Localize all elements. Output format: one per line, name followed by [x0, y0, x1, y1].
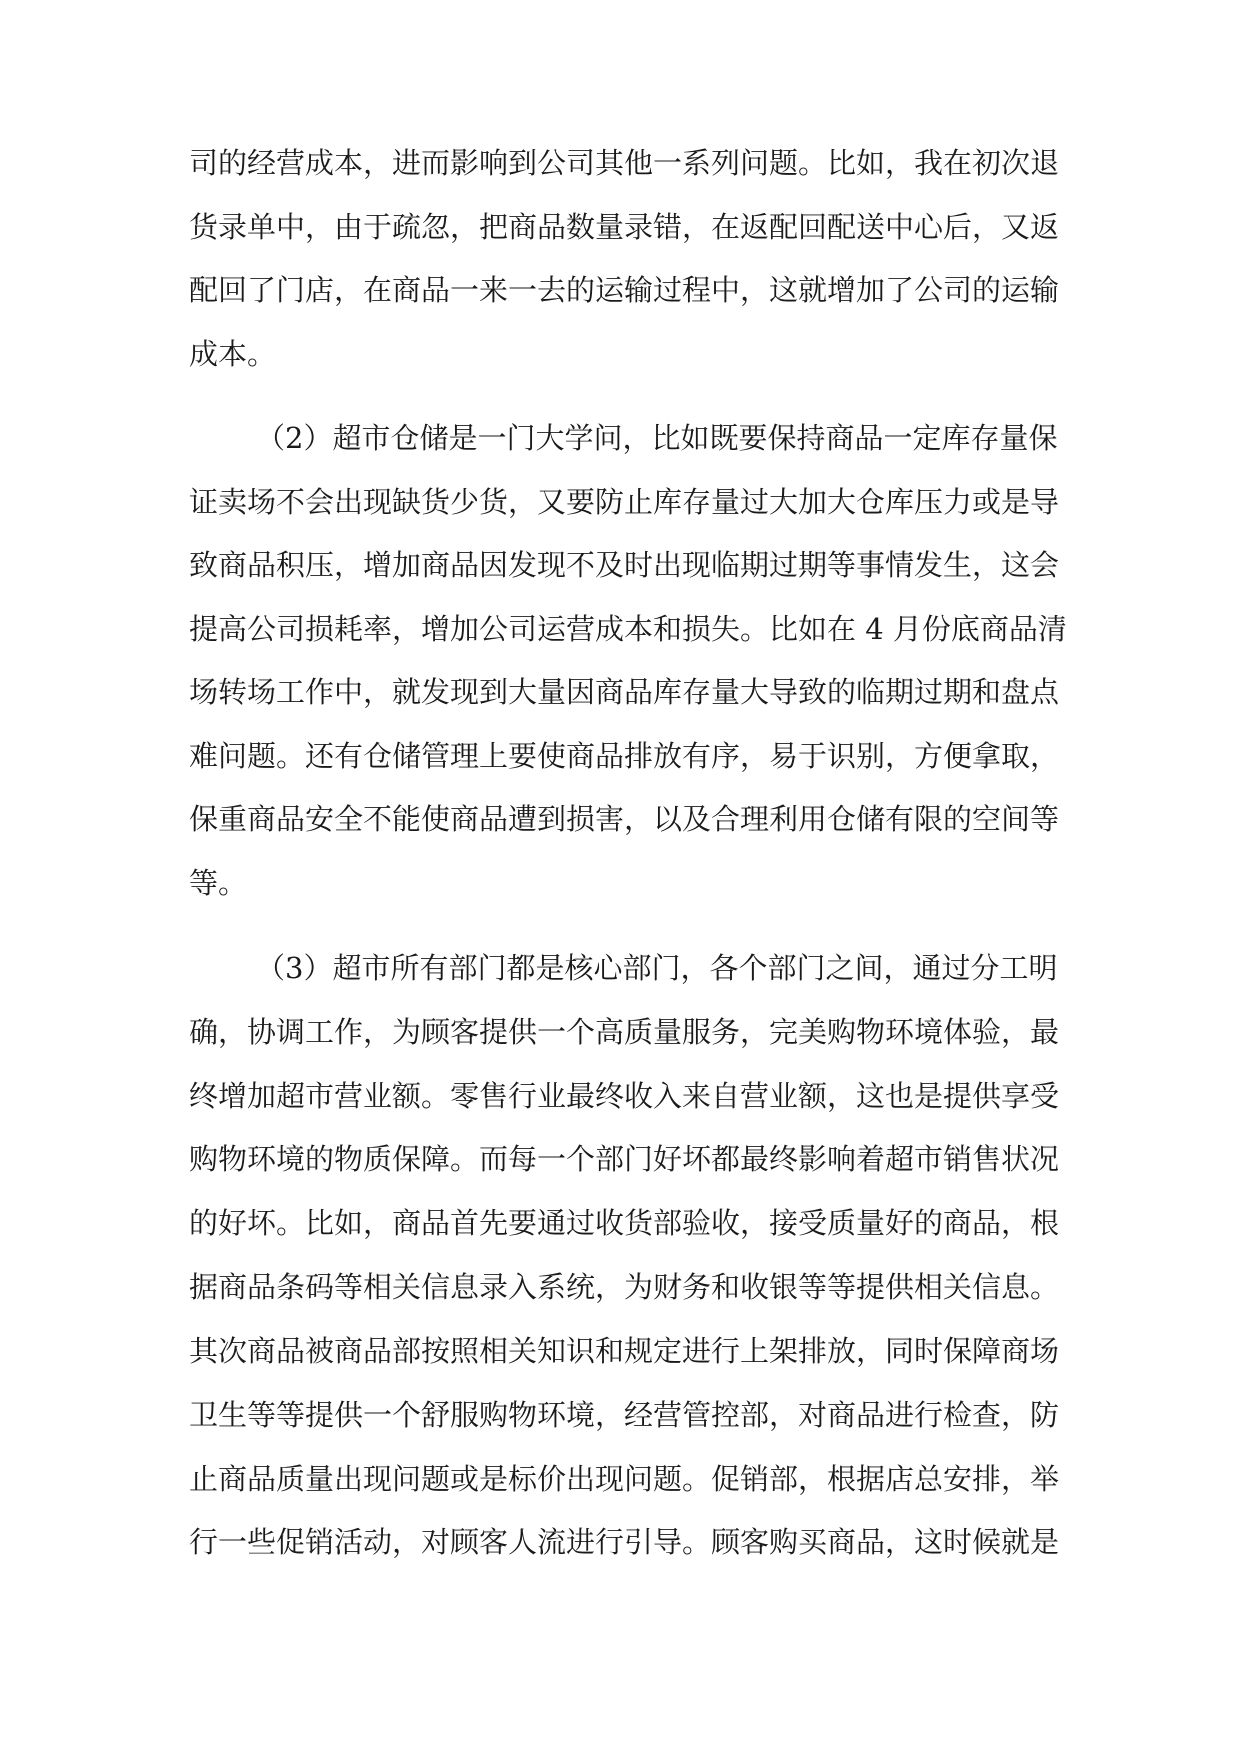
text-line: 提高公司损耗率，增加公司运营成本和损失。比如在 4 月份底商品清 [189, 612, 1067, 646]
text-line: 行一些促销活动，对顾客人流进行引导。顾客购买商品，这时候就是 [189, 1525, 1060, 1559]
text-line: 场转场工作中，就发现到大量因商品库存量大导致的临期过期和盘点 [189, 675, 1060, 709]
paragraph-start-line: （2）超市仓储是一门大学问，比如既要保持商品一定库存量保 [256, 421, 1058, 455]
text-line: 的好坏。比如，商品首先要通过收货部验收，接受质量好的商品，根 [189, 1206, 1060, 1240]
text-line: 成本。 [189, 337, 277, 371]
text-line: 止商品质量出现问题或是标价出现问题。促销部，根据店总安排，举 [189, 1462, 1060, 1496]
text-line: 其次商品被商品部按照相关知识和规定进行上架排放，同时保障商场 [189, 1334, 1060, 1368]
text-line: 难问题。还有仓储管理上要使商品排放有序，易于识别，方便拿取， [189, 739, 1060, 773]
text-line: 购物环境的物质保障。而每一个部门好坏都最终影响着超市销售状况 [189, 1142, 1060, 1176]
text-line: 致商品积压，增加商品因发现不及时出现临期过期等事情发生，这会 [189, 548, 1060, 582]
text-line: 等。 [189, 866, 248, 900]
text-line: 终增加超市营业额。零售行业最终收入来自营业额，这也是提供享受 [189, 1079, 1060, 1113]
paragraph-start-line: （3）超市所有部门都是核心部门，各个部门之间，通过分工明 [256, 951, 1058, 985]
text-line: 确，协调工作，为顾客提供一个高质量服务，完美购物环境体验，最 [189, 1015, 1060, 1049]
text-line: 据商品条码等相关信息录入系统，为财务和收银等等提供相关信息。 [189, 1270, 1060, 1304]
text-line: 保重商品安全不能使商品遭到损害，以及合理利用仓储有限的空间等 [189, 802, 1060, 836]
text-line: 货录单中，由于疏忽，把商品数量录错，在返配回配送中心后，又返 [189, 210, 1060, 244]
text-line: 证卖场不会出现缺货少货，又要防止库存量过大加大仓库压力或是导 [189, 485, 1060, 519]
text-line: 配回了门店，在商品一来一去的运输过程中，这就增加了公司的运输 [189, 273, 1060, 307]
text-line: 卫生等等提供一个舒服购物环境，经营管控部，对商品进行检查，防 [189, 1398, 1060, 1432]
text-line: 司的经营成本，进而影响到公司其他一系列问题。比如，我在初次退 [189, 146, 1060, 180]
